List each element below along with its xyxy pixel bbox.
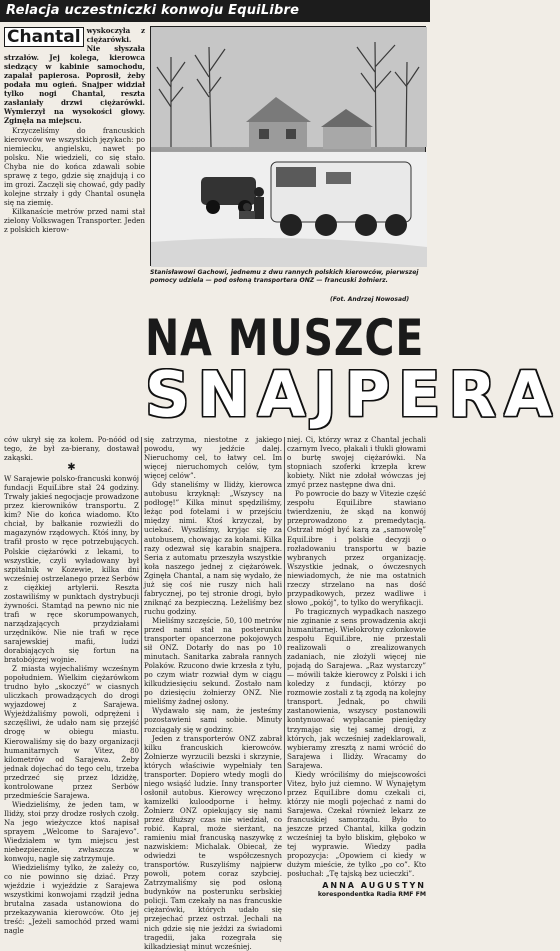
paragraph: Po tragicznych wypadkach naszego nie zginanie z sens prowadzenia akcji humanitarnej. Wielokrotny członkowie zespołu EquiLibre, nie przestali realizowali o zrealizowanych zadaniach, nie złożyli więcej nie pojadą do Sarajewa. „Raz wystarczy” — mówili także kierowcy z Polski i ich koledzy z fundacji, którzy po rozmowie zostali z tą zgodą na kolejny transport. Jednak, po chwili zastanowienia, wszyscy postanowili kontynuować wypłacanie pieniędzy trzymając się tej samej drogi, z których, jak wcześniej zadeklarowali, wybieramy zresztą z nami wrócić do Sarajewa i Ilidży. Wracamy do Sarajewa. <box>287 606 426 770</box>
paragraph: W Sarajewie polsko-francuski konwój fundacji EquiLibre stał 24 godziny. Trwały jakieś negocjacje prowadzone przez kierowników transportu. Z kim? Nie do końca wiadomo. Kto chciał, by bałkanie rozwieźli do magazynów rządowych. Któś inny, by trafił prosto w ręce potrzebujących. Polskie ciężarówki z lekami, to wszystkie, czyli wyładowany był szpitalnik w Kozewie, kilka dni wcześniej ostrzelanego przez Serbów z ciężkiej artylerii. Reszta zostawiliśmy w punktach dystrybucji żywności. Stamtąd na pewno nic nie trafi w ręce skorumpowanych, narządzających przydziałami urzędników. Nie nie trafi w ręce sarajewskiej mafii, ludzi dorabiających się fortun na bratobójczej wojnie. <box>4 474 139 665</box>
photo-illustration <box>151 27 427 267</box>
column-rule <box>284 437 285 795</box>
author-role: korespondentka Radia RMF FM <box>317 891 426 899</box>
section-header: Relacja uczestniczki konwoju EquiLibre <box>0 0 430 22</box>
paragraph: Mieliśmy szczęście, 50, 100 metrów przed nami stał na posterunku transporter opancerzone pokojowych sił ONZ. Dotarły do nas po 10 minutach. Sanitarka zabrała rannych Polaków. Rzucono dwie krzesła z tyłu, po czym wiatr rozwiał dym w ciągu kilkudziesięciu sekund. Zostało nam po dziesięciu żołnierzy ONZ. Nie mieliśmy żadnej osłony. <box>144 615 282 707</box>
paragraph: ców ukrył się za kołem. Po-nóód od tego, że był za-bierany, dostawał zakąski. <box>4 435 139 463</box>
column-rule <box>141 437 142 795</box>
article-column-1 <box>4 435 139 936</box>
headline-line-1: NA MUSZCE <box>145 309 425 367</box>
article-column-3 <box>287 303 426 899</box>
author-name: ANNA AUGUSTYN <box>322 881 426 891</box>
paragraph: Z miasta wyjechaliśmy wcześnym popołudniem. Wielkim ciężarówkom trudno było „skoczyć” w ciasnych uliczkach prowadzących do drogi wyjazdowej z Sarajewa. Wyjeżdżaliśmy powoli, odprężeni i szczęśliwi, że udało nam się przejść drogę w obiegu miastu. Kierowaliśmy się do bazy organizacji humanitarnych w Vitez, 80 kilometrów od Sarajewa. Żeby jednak dojechać do tego celu, trzeba przedrzeć się przez ldzidżę, kontrolowane przez Serbów przedmieście Sarajewa. <box>4 664 139 800</box>
headline-line-2: SNAJPERA <box>145 358 560 431</box>
photo-credit: (Fot. Andrzej Nowosad) <box>330 296 410 303</box>
paragraph: Krzyczeliśmy do francuskich kierowców we wszystkich językach: po niemiecku, angielsku, nawet po polsku. Nie wiedzieli, co się stało. Chyba nie do końca zdawali sobie sprawę z tego, gdzie się znajdują i co im grozi. Zaczęli się chować, gdy padły kolejne strzały i gdy Chantal osunęła się na ziemię. <box>4 125 145 207</box>
paragraph: Po powrocie do bazy w Vitezie część zespołu EquiLibre stawiano twierdzeniu, że skąd na konwój przeprowadzono z premedytacją. Ostrzał mógł być karą za „samowolę” EquiLibre i polskie decyzji o rozładowaniu transportu w bazie wybranych przez organizację. Wszystkie jednak, o ówczesnych niewiadomych, że nie ma ostatnich rzeczy strzelano na nas dość przypadkowych, przez wadliwe i słowo „pokój”, to tylko do weryfikacji. <box>287 489 426 607</box>
dropcap-name: Chantal <box>4 27 84 47</box>
paragraph: Gdy staneliśmy w Ilidży, kierowca autobusu krzyknął: „Wszyscy na podłogę!” Kilka minut spędziliśmy, leżąc pod fotelami i w przejściu między nimi. Ktoś krzyczał, by uciekać. Wyszliśmy, kryjąc się za autobusem, chowając za kołami. Kilka razy odezwał się karabin snajpera. Seria z automatu przeszyła wszystkie koła naszego jednej z ciężarówek. Zginęła Chantal, a nam się wydało, że już się coś nie ruszy nich hali fabrycznej, po tej stronie drogi, było zniknąć za bezpieczną. Leżeliśmy bez ruchu godziny. <box>144 480 282 616</box>
paragraph: Kilkanaście metrów przed nami stał zielony Volkswagen Transporter. Jeden z polskich kierow- <box>4 206 145 235</box>
paragraph: Wiedzieliśmy, że jeden tam, w Ilidży, stoi przy drodze rosłych czołg. Na jego wieżyczce ktoś napisał sprayem „Welcome to Sarajevo”. Wiedziałem w tym miejscu jest niebezpiecznie, zwłaszcza w konwoju, nagle się zatrzymuje. <box>4 799 139 864</box>
article-column-2 <box>144 435 282 951</box>
lead-text: wyskoczyła z ciężarówki. Nie słyszała strzałów. Jej kolega, kierowca siedzący w kabinie samochodu, zapalał papierosa. Poprosił, żeby podała mu ogień. Snajper widział tylko nogi Chantal, reszta zasłaniały drzwi ciężarówki. Wymierzył na wysokości głowy. Zginęła na miejscu. <box>4 26 145 126</box>
paragraph: Wiedzieliśmy tylko, że zależy co, co nie powinno się dziać. Przy wjeździe i wyjeździe z Sarajewa wszystkimi konwojami rządził jedna brutalna zasada ustanowiona do przekazywania kierowców. Oto jej treść: „Jeżeli samochód przed wami nagle <box>4 863 139 936</box>
paragraph: Wydawało się nam, że jesteśmy pozostawieni sami sobie. Minuty rozciągały się w godziny. <box>144 706 282 734</box>
lead-paragraph <box>4 26 145 126</box>
photo-caption: Stanisławowi Gachowi, jednemu z dwu rannych polskich kierowców, pierwszej pomocy udziela — pod osłoną transportera ONZ — francuski żołnierz. <box>150 269 419 284</box>
paragraph: niej. Ci, którzy wraz z Chantal jechali czarnym Iveco, płakali i tłukli głowami o burtę swojej ciężarówki. Na stopniach szoferki krzepła krew kobiety. Nikt nie zdołał wówczas jej zmyć przez następne dwa dni. <box>287 435 426 490</box>
news-photo <box>150 26 426 266</box>
article-intro-column <box>4 26 145 334</box>
paragraph: Jeden z transporterów ONZ zabrał kilku francuskich kierowców. Żołnierze wyrzucili bezski i skrzynie, których właściwie wypełniały ten transporter. Dopiero wtedy mogli do niego wsiąść ludzie. Inny transporter osłonił autobus. Kierowcy wręczono kamizelki kuloodporne i hełmy. Żołnierz ONZ opiekujący się nami przez dłuższy czas nie wiedział, co robić. Kapral, może sierżant, na ramieniu miał francuską naszywkę z nazwiskiem: Michalak. Obiecał, że odwiedzi te współczesnych transportów. Ruszyliśmy najpierw powoli, potem coraz szybciej. Zatrzymaliśmy się pod osłoną budynków na posterunku serbskiej policji. Tam czekały na nas francuskie ciężarówki, których udało się przejechać przez ostrzał. Jechali na nich gdzie się nie jeździ za świadomi tragedii, jaka rozegrała się kilkadziesiąt minut wcześniej. <box>144 733 282 951</box>
paragraph: się zatrzyma, niestotne z jakiego powodu, wy jedźcie dalej. Nieruchomy cel, to łatwy cel. Im więcej nieruchomych celów, tym więcej celów”. <box>144 435 282 481</box>
section-separator: ✱ <box>67 462 76 474</box>
paragraph: Kiedy wróciliśmy do miejscowości Vitez, było już ciemno. W Wynajętym przez EquiLibre domu czekali ci, którzy nie mogli pojechać z nami do Sarajewa. Czekał również lekarz ze francuskiej samorządu. Było to jeszcze przed Chantal, kilka godzin wcześniej ta było bliskim, głęboko w tej wyprawie. Wiedzy padła propozycja: „Opowiem ci kiedy w dużym mieście, że tylko „po co”. Kto posłuchał: „Tę tajską bez ucieczki”. <box>287 769 426 879</box>
